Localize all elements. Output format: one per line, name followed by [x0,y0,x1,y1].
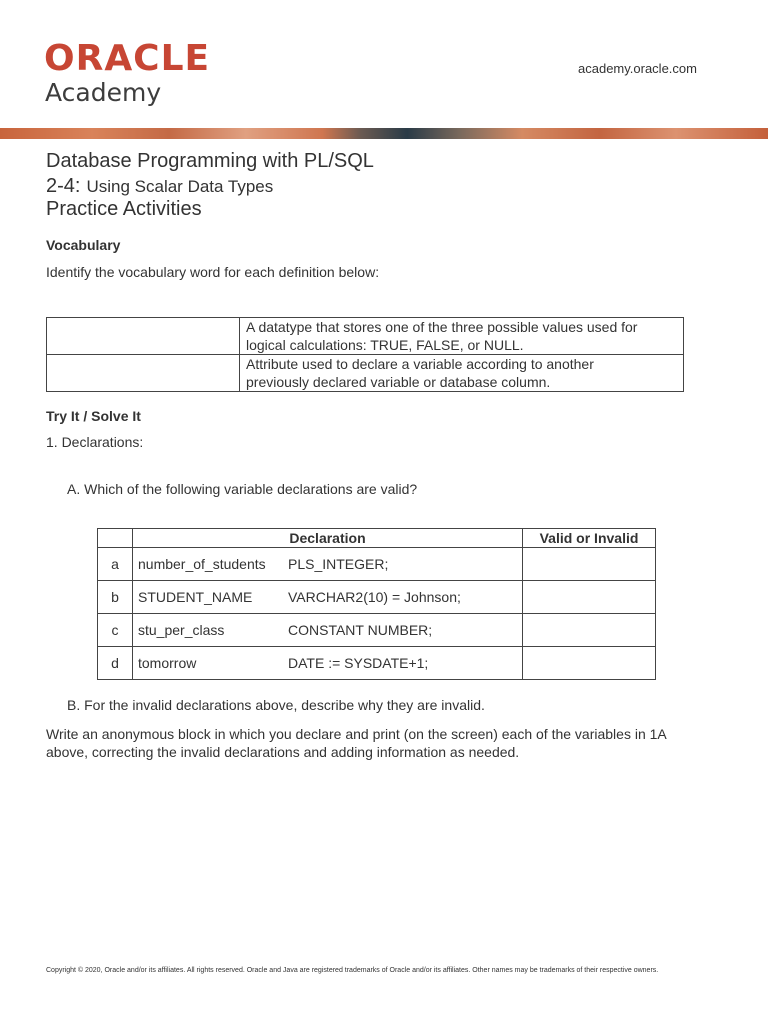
definition-line: logical calculations: TRUE, FALSE, or NULL. [246,337,524,353]
site-url: academy.oracle.com [578,61,697,76]
variable-type: CONSTANT NUMBER; [288,622,433,638]
row-letter: a [98,548,133,581]
lesson-name: Using Scalar Data Types [86,177,274,196]
item-1-label: 1. Declarations: [46,434,144,450]
task-line: above, correcting the invalid declarations and adding information as needed. [46,744,520,760]
vocabulary-definition [240,355,684,392]
declaration-header: Declaration [133,529,523,548]
valid-header: Valid or Invalid [523,529,656,548]
vocabulary-definition [240,318,684,355]
header-banner [0,128,768,139]
table-header-row [98,529,656,548]
declaration-cell [133,548,523,581]
valid-cell [523,548,656,581]
vocabulary-heading: Vocabulary [46,237,121,253]
table-row [98,548,656,581]
table-row [98,614,656,647]
task-line: Write an anonymous block in which you declare and print (on the screen) each of the variables in 1A [46,726,667,742]
variable-type: VARCHAR2(10) = Johnson; [288,589,461,605]
row-letter: c [98,614,133,647]
vocabulary-table [46,317,684,392]
declaration-cell [133,647,523,680]
variable-name: number_of_students [138,556,266,572]
valid-cell [523,614,656,647]
course-title: Database Programming with PL/SQL [46,150,374,172]
activity-title: Practice Activities [46,198,202,220]
declarations-table [97,528,656,680]
declaration-cell [133,614,523,647]
definition-line: Attribute used to declare a variable according to another [246,356,594,372]
letter-header [98,529,133,548]
try-it-heading: Try It / Solve It [46,408,141,424]
oracle-logo: ORACLE [44,38,211,79]
variable-type: DATE := SYSDATE+1; [288,655,429,671]
definition-line: previously declared variable or database column. [246,374,551,390]
item-1b-question: B. For the invalid declarations above, describe why they are invalid. [67,697,485,713]
variable-name: stu_per_class [138,622,225,638]
lesson-number: 2-4: [46,175,81,197]
copyright-footer: Copyright © 2020, Oracle and/or its affiliates. All rights reserved. Oracle and Java are registered trademarks of Oracle and/or its affiliates. Other names may be trademarks of their respective owners. [46,967,659,974]
table-row [98,647,656,680]
lesson-title [46,175,273,198]
valid-cell [523,581,656,614]
item-1a-question: A. Which of the following variable declarations are valid? [67,481,418,497]
vocabulary-row [47,355,684,392]
row-letter: d [98,647,133,680]
declaration-cell [133,581,523,614]
variable-type: PLS_INTEGER; [288,556,389,572]
row-letter: b [98,581,133,614]
vocabulary-instruction: Identify the vocabulary word for each definition below: [46,264,380,280]
table-row [98,581,656,614]
variable-name: STUDENT_NAME [138,589,253,605]
vocabulary-term-cell [47,318,240,355]
valid-cell [523,647,656,680]
academy-logo-text: Academy [45,78,162,107]
variable-name: tomorrow [138,655,197,671]
vocabulary-row [47,318,684,355]
definition-line: A datatype that stores one of the three possible values used for [246,319,638,335]
vocabulary-term-cell [47,355,240,392]
